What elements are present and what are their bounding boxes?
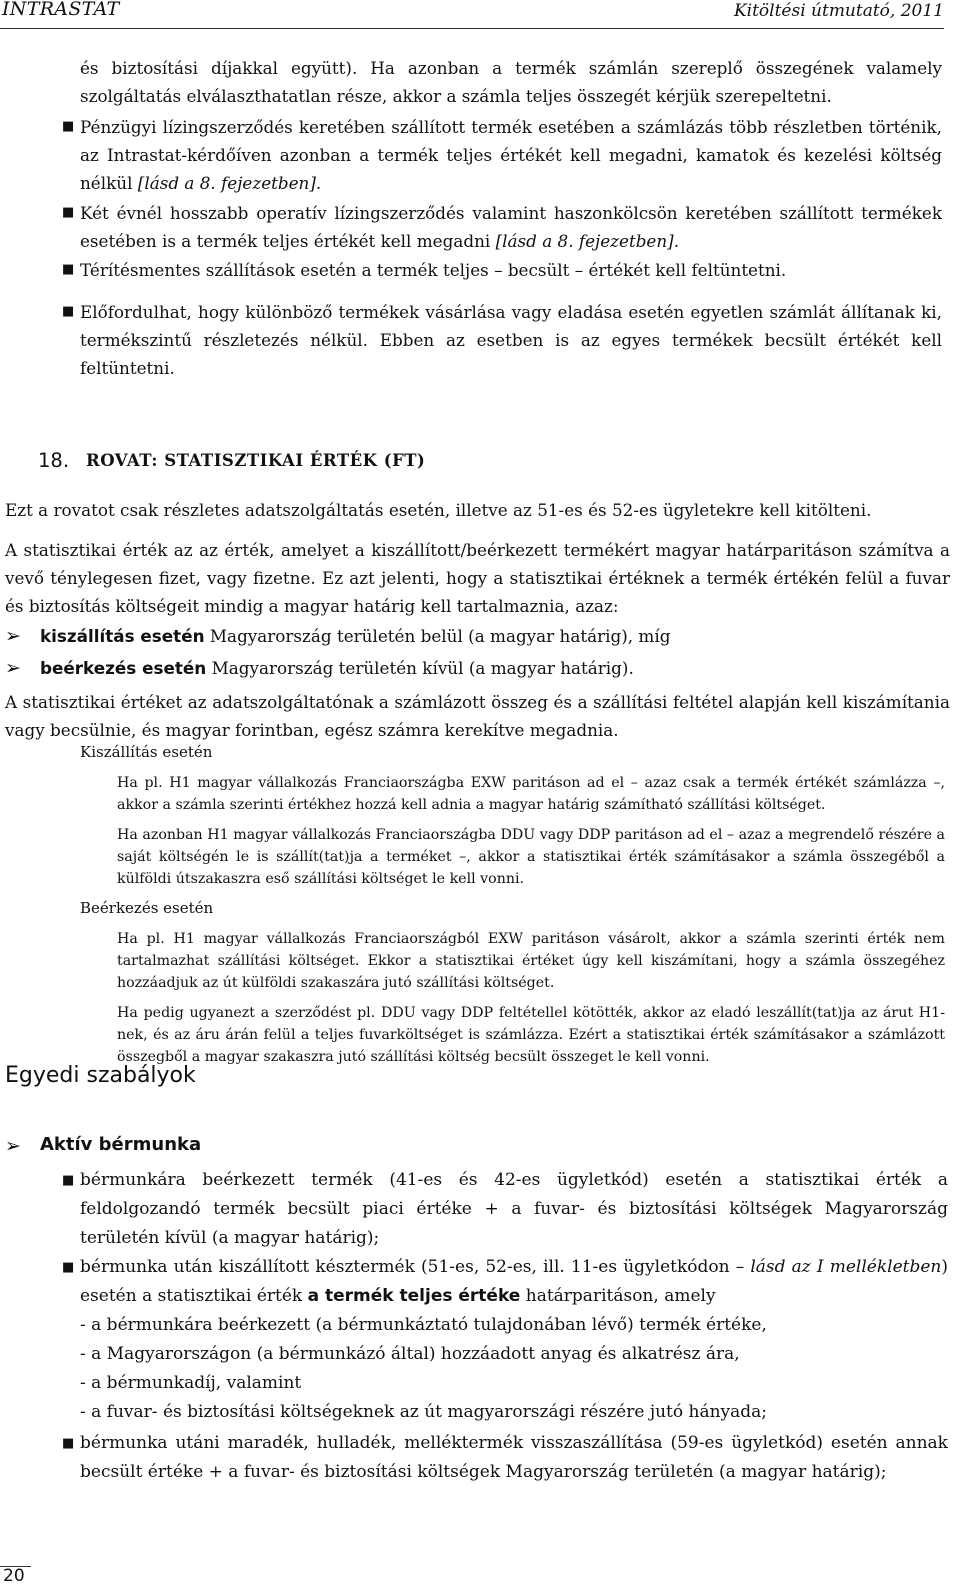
arrow-item-dispatch	[40, 622, 940, 650]
bullet-square-icon: ■	[62, 1173, 75, 1188]
bullet-square-icon: ■	[62, 304, 75, 319]
rule-outward-product	[80, 1253, 948, 1311]
bullet-free-delivery: Térítésmentes szállítások esetén a termék teljes – becsült – értékét kell feltüntetni.	[80, 260, 787, 280]
rule-dash-item-4: - a fuvar- és biztosítási költségeknek az út magyarországi részére jutó hányada;	[80, 1402, 768, 1422]
arrow-item-arrival	[40, 654, 940, 682]
rule-dash-item-1: - a bérmunkára beérkezett (a bérmunkáztató tulajdonában lévő) termék értéke,	[80, 1315, 767, 1335]
bullet-single-invoice: Előfordulhat, hogy különböző termékek vásárlása vagy eladása esetén egyetlen számlát állítanak ki, termékszintű részletezés nélkül. Ebben az esetben is az egyes termékek becsült értékét kell feltüntetni.	[80, 302, 942, 378]
arrow-item-text: Magyarország területén belül (a magyar határig), míg	[209, 626, 671, 646]
rule-dash-item-2: - a Magyarországon (a bérmunkázó által) hozzáadott anyag és alkatrész ára,	[80, 1344, 740, 1364]
arrow-right-icon: ➢	[5, 1135, 21, 1157]
header-subtitle: Kitöltési útmutató, 2011	[733, 1, 944, 21]
page-number: 20	[3, 1566, 25, 1586]
bullet-square-icon: ■	[62, 1436, 75, 1451]
continued-paragraph: és biztosítási díjakkal együtt). Ha azonban a termék számlán szereplő összegének valamely szolgáltatás elválaszthatatlan része, akkor a számla teljes összegét kérjük szerepeltetni.	[80, 58, 942, 106]
example-arrival-1: Ha pl. H1 magyar vállalkozás Franciaországból EXW paritáson vásárolt, akkor a számla szerinti érték nem tartalmazhat szállítási költséget. Ekkor a statisztikai értéket úgy kell kiszámítani, hogy a számla összegéhez hozzáadjuk az út külföldi szakaszára jutó szállítási költséget.	[117, 931, 945, 991]
rule-dash-item-3: - a bérmunkadíj, valamint	[80, 1373, 302, 1393]
bullet-square-icon: ■	[62, 119, 75, 134]
arrow-item-bold: kiszállítás esetén	[40, 626, 205, 646]
bullet-text: Két évnél hosszabb operatív lízingszerződés valamint haszonkölcsön keretében szállított termékek esetében is a termék teljes értékét kell megadni	[80, 203, 942, 251]
arrow-item-bold: beérkezés esetén	[40, 658, 207, 678]
subsection-subheading: Aktív bérmunka	[40, 1134, 202, 1155]
example-label-arrival: Beérkezés esetén	[80, 899, 214, 917]
bullet-leasing	[80, 113, 942, 197]
rule-inward-processing: bérmunkára beérkezett termék (41-es és 42-es ügyletkód) esetén a statisztikai érték a feldolgozandó termék becsült piaci értéke + a fuvar- és biztosítási költségek Magyarország területén kívül (a magyar határig);	[80, 1170, 948, 1248]
bullet-operative-leasing	[80, 199, 942, 255]
paragraph-calculation: A statisztikai értéket az adatszolgáltatónak a számlázott összeg és a szállítási feltétel alapján kell kiszámítania vagy becsülnie, és magyar forintban, egész számra kerekítve megadnia.	[5, 692, 950, 740]
example-arrival-2: Ha pedig ugyanezt a szerződést pl. DDU vagy DDP feltétellel kötötték, akkor az eladó leszállít(tat)ja az árut H1-nek, és az áru árán felül a teljes fuvarköltséget is számlázza. Ezért a statisztikai érték számításakor a számlázott összegből a magyar szakaszra jutó szállítási költség becsült összeget le kell vonni.	[117, 1005, 945, 1065]
paragraph-fill-scope: Ezt a rovatot csak részletes adatszolgáltatás esetén, illetve az 51-es és 52-es ügyletekre kell kitölteni.	[5, 500, 872, 520]
bullet-reference: [lásd a 8. fejezetben].	[495, 231, 680, 251]
section-number: 18.	[38, 449, 70, 472]
rule-reference: lásd az I mellékletben	[750, 1257, 942, 1277]
rule-text: határparitáson, amely	[525, 1286, 716, 1306]
example-label-dispatch: Kiszállítás esetén	[80, 743, 213, 761]
arrow-right-icon: ➢	[5, 657, 21, 679]
bullet-square-icon: ■	[62, 205, 75, 220]
bullet-reference: [lásd a 8. fejezetben].	[137, 173, 322, 193]
rule-residue-return: bérmunka utáni maradék, hulladék, melléktermék visszaszállítása (59-es ügyletkód) esetén annak becsült értéke + a fuvar- és biztosítási költségek Magyarország területén (a magyar határig);	[80, 1433, 948, 1482]
rule-text: ) esetén a statisztikai érték	[80, 1257, 948, 1306]
bullet-square-icon: ■	[62, 262, 75, 277]
header-title: INTRASTAT	[2, 0, 120, 20]
arrow-right-icon: ➢	[5, 625, 21, 647]
rule-bold: a termék teljes értéke	[307, 1286, 521, 1306]
bullet-text: Pénzügyi lízingszerződés keretében szállított termék esetében a számlázás több részletben történik, az Intrastat-kérdőíven azonban a termék teljes értékét kell megadni, kamatok és kezelési költség nélkül	[80, 117, 942, 193]
section-title: ROVAT: STATISZTIKAI ÉRTÉK (FT)	[86, 451, 426, 470]
page-header	[0, 0, 944, 29]
section-heading	[0, 449, 940, 481]
subsection-heading: Egyedi szabályok	[5, 1063, 196, 1088]
bullet-square-icon: ■	[62, 1260, 75, 1275]
rule-text: bérmunka után kiszállított késztermék (51-es, 52-es, ill. 11-es ügyletkódon –	[80, 1257, 745, 1277]
paragraph-definition: A statisztikai érték az az érték, amelyet a kiszállított/beérkezett termékért magyar határparitáson számítva a vevő ténylegesen fizet, vagy fizetne. Ez azt jelenti, hogy a statisztikai értéknek a termék értékén felül a fuvar és biztosítás költségeit mindig a magyar határig kell tartalmaznia, azaz:	[5, 540, 950, 616]
example-dispatch-2: Ha azonban H1 magyar vállalkozás Franciaországba DDU vagy DDP paritáson ad el – azaz a megrendelő részére a saját költségén le is szállít(tat)ja a terméket –, akkor a statisztikai érték számításakor a számla összegéből a külföldi útszakaszra eső szállítási költséget le kell vonni.	[117, 827, 945, 887]
arrow-item-text: Magyarország területén kívül (a magyar határig).	[211, 658, 634, 678]
example-dispatch-1: Ha pl. H1 magyar vállalkozás Franciaországba EXW paritáson ad el – azaz csak a termék értékét számlázza –, akkor a számla szerinti értékhez hozzá kell adnia a magyar határig számítható szállítási költséget.	[117, 775, 945, 813]
